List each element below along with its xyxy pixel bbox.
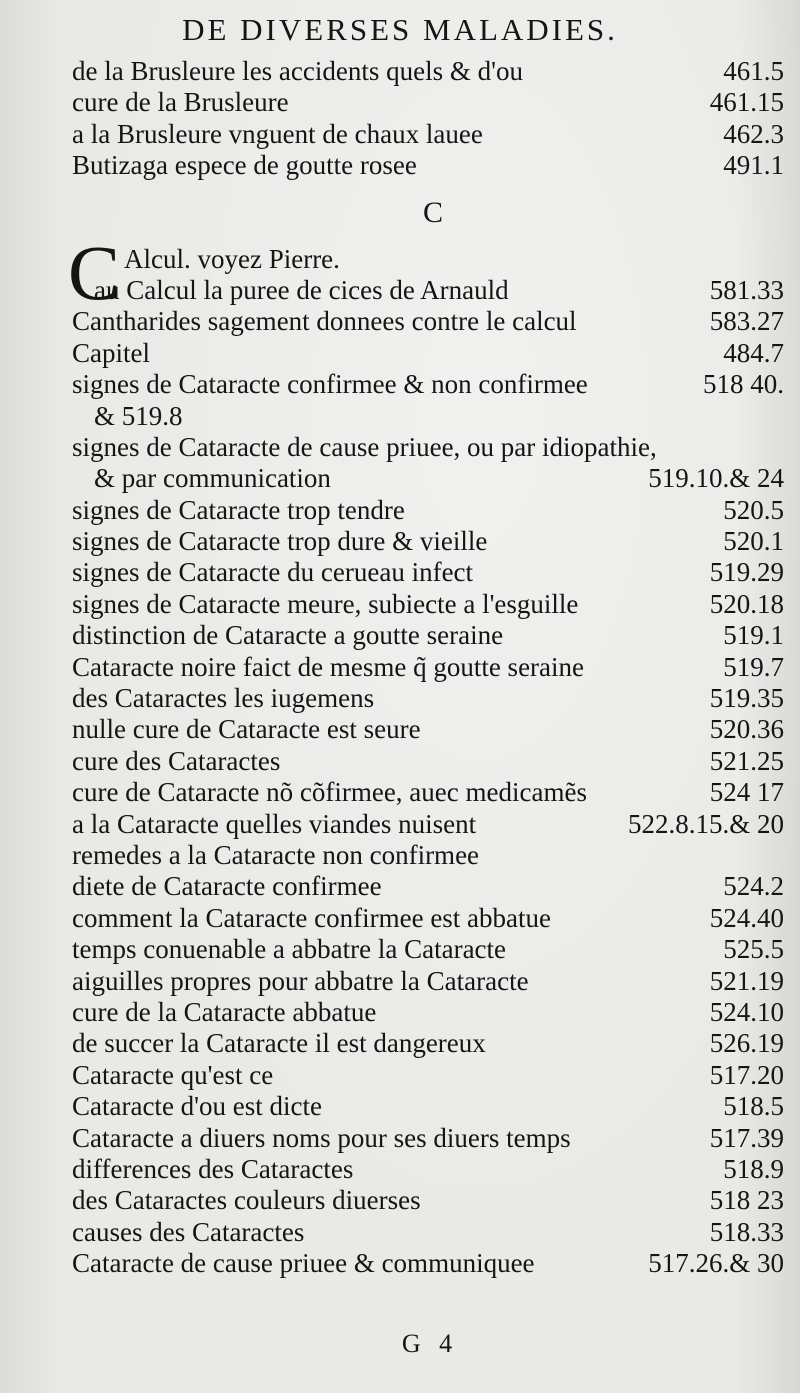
index-entry	[72, 463, 784, 494]
index-entry	[72, 1028, 784, 1059]
index-entry	[72, 526, 784, 557]
index-entry	[72, 809, 784, 840]
entry-page-ref: 520.1	[723, 526, 784, 557]
entry-page-ref: 517.26.& 30	[648, 1248, 784, 1279]
entry-text: aiguilles propres pour abbatre la Cataracte	[72, 965, 529, 996]
entry-text: signes de Cataracte trop tendre	[72, 494, 405, 525]
entry-page-ref: 519.29	[709, 557, 784, 588]
index-entry	[72, 840, 784, 871]
index-entry	[72, 495, 784, 526]
index-entry	[72, 934, 784, 965]
index-entries	[68, 56, 784, 1279]
entry-page-ref: 581.33	[709, 274, 784, 305]
entry-text: Cataracte noire faict de mesme q̃ goutte seraine	[72, 651, 585, 682]
entry-page-ref: 524.40	[709, 902, 784, 933]
index-entry	[72, 401, 784, 432]
entry-page-ref: 518.33	[709, 1216, 784, 1247]
entry-page-ref: 520.5	[723, 494, 784, 525]
entry-text: & 519.8	[94, 400, 183, 431]
entry-text: distinction de Cataracte a goutte seraine	[72, 620, 504, 651]
index-entry	[72, 87, 784, 118]
entry-text: diete de Cataracte confirmee	[72, 871, 382, 902]
entry-text: differences des Cataractes	[72, 1153, 354, 1184]
entry-text: remedes a la Cataracte non confirmee	[72, 839, 480, 870]
entry-text: cure de la Cataracte abbatue	[72, 996, 377, 1027]
entry-text: signes de Cataracte confirmee & non confirmee	[72, 369, 588, 400]
entry-page-ref: 517.20	[709, 1059, 784, 1090]
entry-text: signes de Cataracte trop dure & vieille	[72, 526, 488, 557]
entry-text: Cataracte de cause priuee & communiquee	[72, 1248, 535, 1279]
entry-text: a la Cataracte quelles viandes nuisent	[72, 808, 477, 839]
entry-page-ref: 524.2	[723, 871, 784, 902]
index-entry	[72, 997, 784, 1028]
entry-text: cure de la Brusleure	[72, 87, 289, 118]
index-entry	[72, 1123, 784, 1154]
index-entry	[72, 119, 784, 150]
entry-text: temps conuenable a abbatre la Cataracte	[72, 934, 507, 965]
entry-page-ref: 524 17	[709, 777, 784, 808]
index-entry	[72, 275, 784, 306]
index-entry	[72, 1248, 784, 1279]
index-entry	[72, 306, 784, 337]
entry-page-ref: 583.27	[709, 306, 784, 337]
index-entry	[72, 557, 784, 588]
entry-text: comment la Cataracte confirmee est abbatue	[72, 902, 552, 933]
entry-text: cure des Cataractes	[72, 745, 281, 776]
index-entry	[72, 150, 784, 181]
entry-text: & par communication	[94, 463, 331, 494]
entry-text: nulle cure de Cataracte est seure	[72, 714, 421, 745]
index-entry	[72, 56, 784, 87]
entry-page-ref: 518 40.	[703, 369, 784, 400]
entry-page-ref: 520.36	[709, 714, 784, 745]
index-entry	[72, 652, 784, 683]
entry-page-ref: 524.10	[709, 996, 784, 1027]
index-entry	[72, 683, 784, 714]
index-entry	[72, 714, 784, 745]
entry-text: Cataracte qu'est ce	[72, 1059, 274, 1090]
index-entry	[72, 1154, 784, 1185]
signature-mark: G 4	[401, 1329, 459, 1358]
entry-page-ref: 521.19	[709, 965, 784, 996]
entry-page-ref: 526.19	[709, 1028, 784, 1059]
entry-text: au Calcul la puree de cices de Arnauld	[94, 274, 509, 305]
entry-page-ref: 519.7	[723, 651, 784, 682]
drop-capital: C	[68, 228, 121, 316]
index-entry	[72, 1217, 784, 1248]
entry-text: Capitel	[72, 337, 150, 368]
entry-page-ref: 517.39	[709, 1122, 784, 1153]
entry-page-ref: 484.7	[723, 337, 784, 368]
entry-page-ref: 522.8.15.& 20	[627, 808, 784, 839]
entry-text: Cataracte a diuers noms pour ses diuers temps	[72, 1122, 571, 1153]
entry-page-ref: 518.5	[723, 1091, 784, 1122]
entry-text: a la Brusleure vnguent de chaux lauee	[72, 118, 483, 149]
entry-text: des Cataractes les iugemens	[72, 683, 375, 714]
entry-page-ref: 519.35	[709, 683, 784, 714]
index-entry	[72, 620, 784, 651]
entry-text: Butizaga espece de goutte rosee	[72, 150, 417, 181]
index-entry	[72, 966, 784, 997]
entry-text: causes des Cataractes	[72, 1216, 305, 1247]
index-entry	[72, 1060, 784, 1091]
index-entry	[72, 1185, 784, 1216]
entry-page-ref: 519.10.& 24	[648, 463, 784, 494]
page-header: DE DIVERSES MALADIES.	[182, 12, 618, 47]
index-entry	[72, 338, 784, 369]
entry-page-ref: 491.1	[723, 150, 784, 181]
index-entry	[72, 432, 784, 463]
entry-text: des Cataractes couleurs diuerses	[72, 1185, 421, 1216]
entry-page-ref: 521.25	[709, 745, 784, 776]
entry-page-ref: 462.3	[723, 118, 784, 149]
entry-text: de succer la Cataracte il est dangereux	[72, 1028, 486, 1059]
entries-before-list	[72, 56, 784, 182]
index-entry	[72, 746, 784, 777]
entry-text: signes de Cataracte meure, subiecte a l'esguille	[72, 588, 579, 619]
entry-page-ref: 518.9	[723, 1153, 784, 1184]
section-letter: C	[422, 195, 443, 229]
index-entry	[72, 369, 784, 400]
entry-page-ref: 518 23	[709, 1185, 784, 1216]
entry-text: Cataracte d'ou est dicte	[72, 1091, 323, 1122]
entry-text: cure de Cataracte nõ cõfirmee, auec medicamẽs	[72, 777, 587, 808]
entry-page-ref: 461.5	[723, 56, 784, 86]
entry-text: de la Brusleure les accidents quels & d'ou	[72, 56, 523, 86]
index-entry	[72, 1091, 784, 1122]
entry-page-ref: 525.5	[723, 934, 784, 965]
entry-page-ref: 520.18	[709, 588, 784, 619]
entry-page-ref: 461.15	[709, 87, 784, 118]
index-entry	[72, 903, 784, 934]
entry-text: Cantharides sagement donnees contre le calcul	[72, 306, 577, 337]
index-entry	[72, 871, 784, 902]
index-entry	[72, 777, 784, 808]
entry-text: signes de Cataracte de cause priuee, ou par idiopathie,	[72, 431, 657, 462]
entry-text: signes de Cataracte du cerueau infect	[72, 557, 474, 588]
entries-after-list	[72, 275, 784, 1280]
entry-page-ref: 519.1	[723, 620, 784, 651]
index-entry	[72, 589, 784, 620]
dropcap-entry-text: Alcul. voyez Pierre.	[124, 243, 340, 274]
